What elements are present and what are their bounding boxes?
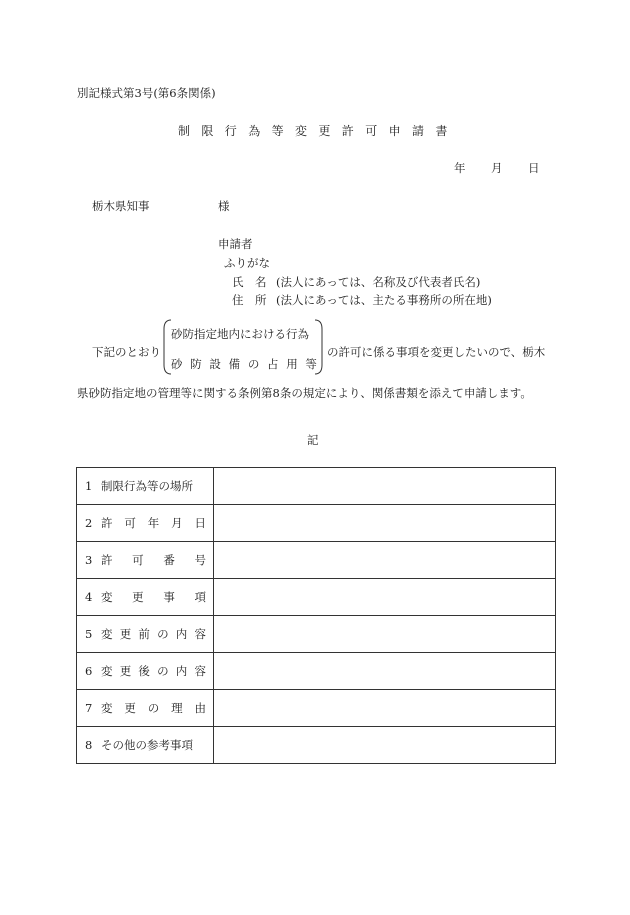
row-label-char: 更 (124, 701, 136, 715)
row-value-cell[interactable] (214, 653, 556, 690)
row-label-cell (77, 468, 214, 505)
row-label (77, 589, 213, 605)
option-occupancy-ch: の (247, 357, 260, 371)
row-value-cell[interactable] (214, 690, 556, 727)
row-label-char: 由 (194, 701, 206, 715)
row-label (77, 663, 213, 679)
row-value-cell[interactable] (214, 542, 556, 579)
row-label-char: 事 (163, 590, 175, 604)
row-label-char: の (157, 664, 169, 678)
option-occupancy-ch: 備 (228, 357, 241, 371)
address-note: (法人にあっては、主たる事務所の所在地) (276, 293, 492, 307)
option-occupancy-ch: 砂 (171, 357, 183, 371)
row-value-cell[interactable] (214, 505, 556, 542)
row-label-char: 変 (101, 664, 113, 678)
row-label-char: 理 (171, 701, 183, 715)
row-label (77, 626, 213, 642)
name-label: 氏 名 (232, 275, 267, 289)
table-row (77, 505, 556, 542)
date-month: 月 (491, 161, 503, 175)
row-label-char: 内 (175, 664, 188, 678)
option-occupancy-ch: 設 (209, 357, 221, 371)
row-label-text (101, 515, 206, 531)
row-label (77, 700, 213, 716)
row-label-char: 前 (138, 627, 150, 641)
row-label-text (101, 589, 206, 605)
row-label-cell (77, 542, 214, 579)
row-label-cell (77, 653, 214, 690)
row-number: 2 (85, 516, 93, 530)
option-activity: 砂防指定地内における行為 (171, 327, 309, 341)
row-label-text (101, 552, 206, 568)
row-number: 5 (85, 627, 93, 641)
furigana-label: ふりがな (224, 256, 270, 270)
row-label-char: 番 (163, 553, 175, 567)
applicant-label: 申請者 (218, 237, 253, 251)
row-number: 7 (85, 701, 93, 715)
date-year: 年 (454, 161, 466, 175)
row-label-char: 更 (119, 627, 132, 641)
option-occupancy-ch: 占 (267, 357, 279, 371)
option-bracket (163, 319, 323, 375)
date-day: 日 (528, 161, 540, 175)
ki-heading: 記 (307, 433, 319, 447)
row-label-char: 可 (132, 553, 144, 567)
table-row (77, 727, 556, 764)
row-number: 3 (85, 553, 93, 567)
body-after-options: の許可に係る事項を変更したいので、栃木 (327, 345, 546, 359)
form-reference: 別記様式第3号(第6条関係) (77, 86, 216, 100)
row-label-cell (77, 727, 214, 764)
row-label (77, 515, 213, 531)
row-label-char: 月 (171, 516, 183, 530)
row-label-char: 変 (101, 590, 113, 604)
row-label-text (101, 626, 206, 642)
row-label-char: 年 (147, 516, 160, 530)
row-label-char: の (147, 701, 160, 715)
table-row (77, 542, 556, 579)
body-lead: 下記のとおり (92, 345, 161, 359)
table-row (77, 653, 556, 690)
row-label-cell (77, 579, 214, 616)
row-value-cell[interactable] (214, 727, 556, 764)
row-number: 6 (85, 664, 93, 678)
row-label (77, 478, 213, 494)
option-occupancy-ch: 防 (190, 357, 202, 371)
row-label (77, 737, 213, 753)
option-occupancy-ch: 等 (305, 357, 317, 371)
row-value-cell[interactable] (214, 579, 556, 616)
addressee-honorific: 様 (218, 199, 230, 213)
row-number: 1 (85, 479, 93, 493)
row-label (77, 552, 213, 568)
row-label-char: 可 (124, 516, 136, 530)
row-label-char: の (157, 627, 169, 641)
row-label-cell (77, 505, 214, 542)
row-value-cell[interactable] (214, 616, 556, 653)
row-label-char: 変 (101, 701, 113, 715)
table-row (77, 468, 556, 505)
row-label-text (101, 663, 206, 679)
row-number: 8 (85, 738, 93, 752)
row-label-char: 変 (101, 627, 113, 641)
document-title: 制限行為等変更許可申請書 (178, 124, 459, 138)
name-note: (法人にあっては、名称及び代表者氏名) (276, 275, 481, 289)
option-occupancy (171, 356, 317, 372)
row-label-char: 許 (101, 516, 113, 530)
row-label-char: 更 (132, 590, 144, 604)
row-label-char: 日 (194, 516, 206, 530)
body-line2: 県砂防指定地の管理等に関する条例第8条の規定により、関係書類を添えて申請します。 (77, 386, 532, 400)
row-label-char: 号 (194, 553, 206, 567)
row-label-char: 許 (101, 553, 113, 567)
addressee-name: 栃木県知事 (92, 199, 150, 213)
row-label-cell (77, 690, 214, 727)
table-row (77, 579, 556, 616)
row-label-char: 内 (175, 627, 188, 641)
row-label-cell (77, 616, 214, 653)
table-row (77, 616, 556, 653)
table-row (77, 690, 556, 727)
row-label-char: 後 (138, 664, 150, 678)
row-label-text: その他の参考事項 (101, 738, 193, 752)
row-value-cell[interactable] (214, 468, 556, 505)
details-table (76, 467, 556, 764)
row-label-char: 容 (194, 627, 206, 641)
row-label-text (101, 700, 206, 716)
row-label-char: 容 (194, 664, 206, 678)
row-number: 4 (85, 590, 93, 604)
option-occupancy-ch: 用 (286, 357, 298, 371)
row-label-text: 制限行為等の場所 (101, 479, 193, 493)
row-label-char: 項 (194, 590, 206, 604)
row-label-char: 更 (119, 664, 132, 678)
address-label: 住 所 (232, 293, 267, 307)
